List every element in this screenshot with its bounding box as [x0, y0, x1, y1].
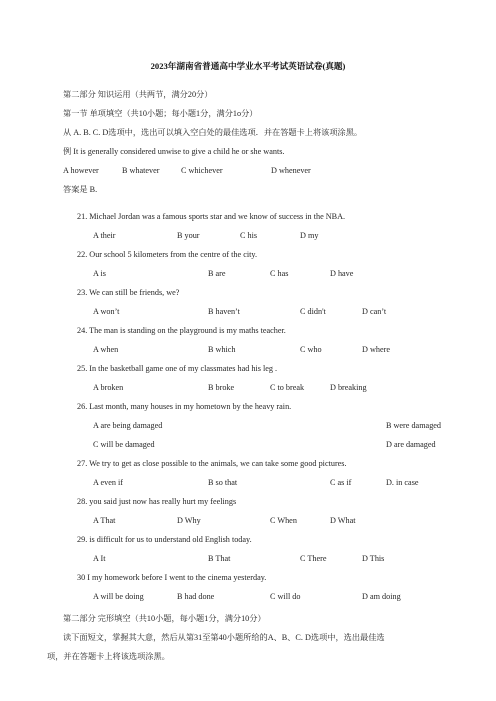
question-stem: 22. Our school 5 kilometers from the centre of the city.	[77, 250, 257, 259]
option-c: C to break	[270, 383, 305, 392]
option-b: B are	[208, 269, 226, 278]
page-title: 2023年湖南省普通高中学业水平考试英语试卷(真题)	[150, 61, 346, 71]
option-a: A broken	[93, 383, 124, 392]
option-d: D my	[300, 231, 319, 240]
example-option-c: C whichever	[181, 166, 223, 175]
option-a: A is	[93, 269, 106, 278]
option-a: A are being damaged	[93, 421, 163, 430]
section2-header: 第二部分 完形填空（共10小题，每小题1分，满分10分）	[63, 614, 266, 623]
option-c: C didn't	[300, 307, 326, 316]
option-b: B your	[177, 231, 200, 240]
option-a: A their	[93, 231, 116, 240]
option-c: C will be damaged	[93, 440, 155, 449]
option-a: A will be doing	[93, 592, 144, 601]
option-b: B were damaged	[386, 421, 442, 430]
question-stem: 26. Last month, many houses in my hometown by the heavy rain.	[77, 402, 292, 411]
option-c: C his	[240, 231, 258, 240]
option-a: A That	[93, 516, 116, 525]
section2-instruction-cont: 项，并在答题卡上将该选项涂黑。	[47, 652, 170, 661]
option-d: D What	[330, 516, 356, 525]
example-option-d: D whenever	[271, 166, 311, 175]
option-c: C as if	[330, 478, 352, 487]
example-answer: 答案是 B.	[63, 185, 98, 194]
option-b: B which	[208, 345, 236, 354]
question-stem: 24. The man is standing on the playground is my maths teacher.	[77, 326, 286, 335]
option-a: A when	[93, 345, 119, 354]
option-a: A It	[93, 554, 106, 563]
option-c: C When	[270, 516, 297, 525]
question-stem: 30 I my homework before I went to the cinema yesterday.	[77, 573, 267, 582]
option-c: C There	[300, 554, 327, 563]
option-d: D This	[362, 554, 385, 563]
option-d: D breaking	[330, 383, 367, 392]
option-a: A even if	[93, 478, 124, 487]
option-d: D. in case	[386, 478, 419, 487]
question-stem: 21. Michael Jordan was a famous sports star and we know of success in the NBA.	[77, 212, 346, 221]
option-d: D where	[362, 345, 390, 354]
option-b: D Why	[177, 516, 201, 525]
example-option-b: B whatever	[122, 166, 160, 175]
option-c: C who	[300, 345, 322, 354]
option-d: D can’t	[362, 307, 387, 316]
option-d: D are damaged	[386, 440, 436, 449]
option-d: D am doing	[362, 592, 401, 601]
example-option-a: A however	[63, 166, 99, 175]
option-b: B broke	[208, 383, 235, 392]
option-c: C will do	[270, 592, 301, 601]
option-c: C has	[270, 269, 289, 278]
option-a: A won’t	[93, 307, 120, 316]
question-stem: 27. We try to get as close possible to the animals, we can take some good pictures.	[77, 459, 347, 468]
option-d: D have	[330, 269, 354, 278]
section2-instruction: 读下面短文，掌握其大意，然后从第31至第40小题所给的A、B、C. D选项中，选出最佳选	[63, 633, 385, 642]
option-b: B so that	[208, 478, 238, 487]
option-b: B That	[208, 554, 231, 563]
part-header: 第二部分 知识运用（共两节，满分20分）	[63, 90, 213, 99]
question-stem: 23. We can still be friends, we?	[77, 288, 180, 297]
question-stem: 29. is difficult for us to understand old English today.	[77, 535, 252, 544]
section1-header: 第一节 单项填空（共10小题；每小题1分，满分1o分）	[63, 109, 258, 118]
question-stem: 28. you said just now has really hurt my feelings	[77, 497, 237, 506]
option-b: B had done	[177, 592, 215, 601]
question-stem: 25. In the basketball game one of my classmates had his leg .	[77, 364, 278, 373]
option-b: B haven’t	[208, 307, 240, 316]
section1-instruction: 从 A. B. C. D选项中，选出可以填入空白处的最佳选项．并在答题卡上将该项涂黑。	[63, 128, 363, 137]
example-stem: 例 It is generally considered unwise to give a child he or she wants.	[63, 147, 285, 156]
